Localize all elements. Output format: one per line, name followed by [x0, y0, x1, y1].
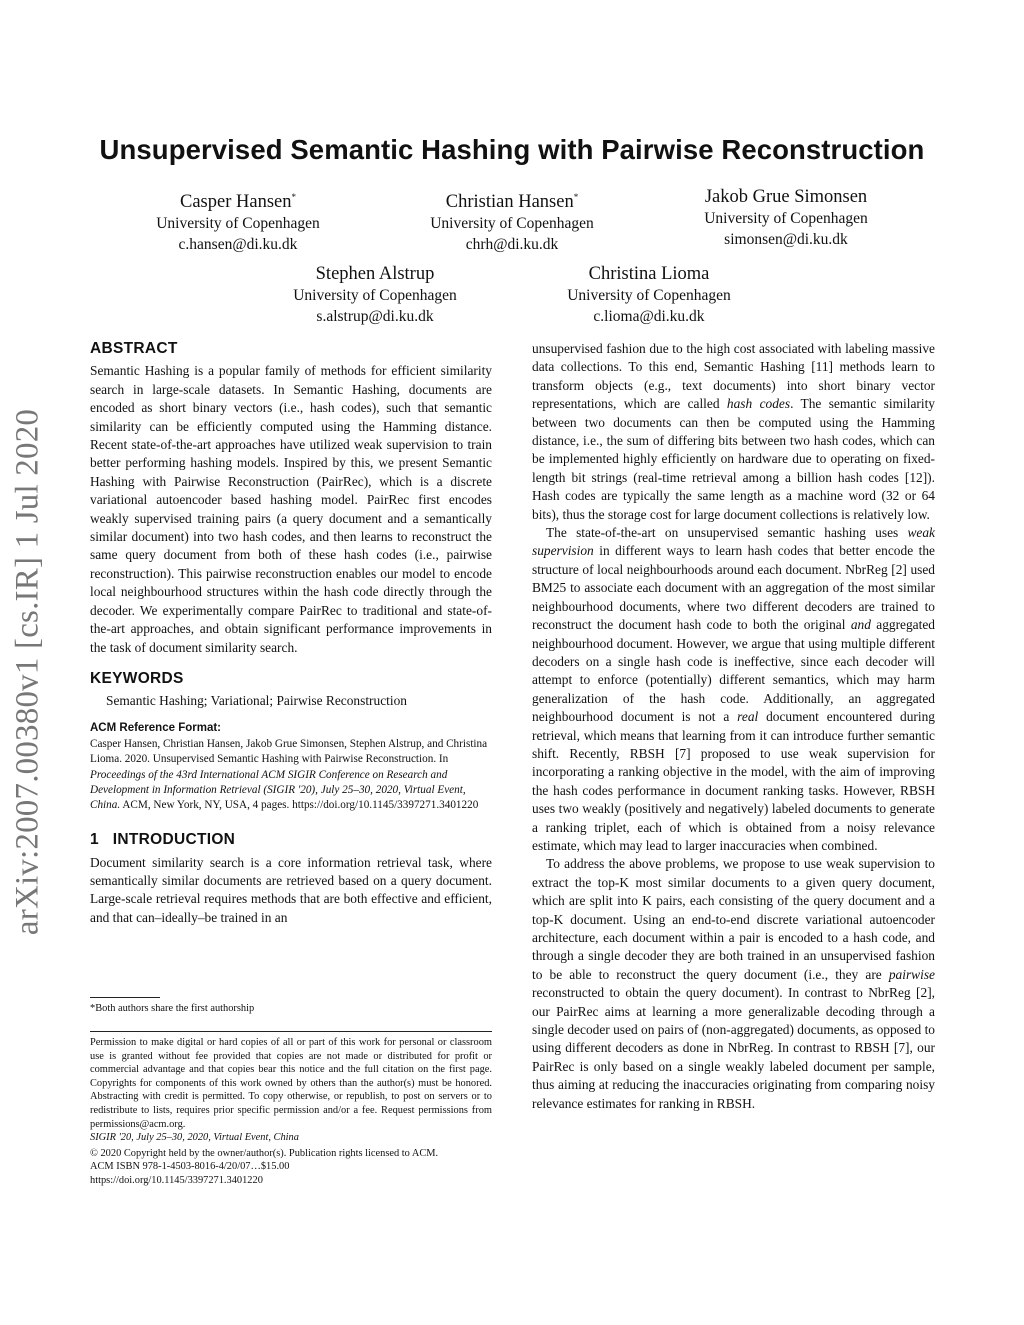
- conference-line: SIGIR '20, July 25–30, 2020, Virtual Event, China: [90, 1132, 299, 1144]
- acm-reference-text: Casper Hansen, Christian Hansen, Jakob Grue Simonsen, Stephen Alstrup, and Christina Lioma. 2020. Unsupervised Semantic Hashing with Pairwise Reconstruction. In Proceedings of the 43rd International ACM SIGIR Conference on Research and Development in Information Retrieval (SIGIR '20), July 25–30, 2020, Virtual Event, China. ACM, New York, NY, USA, 4 pages. https://doi.org/10.1145/3397271.3401220: [90, 738, 488, 811]
- author-email: c.lioma@di.ku.dk: [593, 307, 705, 325]
- keywords-text: Semantic Hashing; Variational; Pairwise Reconstruction: [106, 693, 407, 709]
- author-email: c.hansen@di.ku.dk: [178, 235, 298, 253]
- right-paragraph-3: To address the above problems, we propose to use weak supervision to extract the top-K most similar documents to a given query document, which are split into K pairs, each consisting of the query document and a top-K document. Using an end-to-end discrete variational autoencoder architecture, each document within a pair is encoded to a hash code, and through a single decoder they are both trained in an unsupervised fashion to be able to reconstruct the query document (i.e., they are pairwise reconstructed to obtain the query document). In contrast to NbrReg [2], our PairRec aims at learning a more generalizable decoding through a single decoder used on pairs of (non-aggregated) documents, as opposed to using different decoders as done in NbrReg. In contrast to RBSH [7], our PairRec is only based on a single weakly labeled document per sample, thus aiming at reducing the inaccuracies originating from comparing noisy relevance estimates for ranking in RBSH.: [532, 856, 935, 1111]
- right-paragraph-1: unsupervised fashion due to the high cost associated with labeling massive data collections. To this end, Semantic Hashing [11] methods learn to transform objects (e.g., text documents) into short binary vector representations, which are called hash codes. The semantic similarity between two documents can then be computed using the Hamming distance, i.e., the sum of differing bits between two hash codes, which can be implemented highly efficiently on hardware due to operating on fixed-length bit strings (real-time retrieval among a billion hash codes [12]). Hash codes are typically the same length as a machine word (32 or 64 bits), thus the storage cost for large document collections is relatively low.: [532, 341, 935, 522]
- acm-reference-label: ACM Reference Format:: [90, 721, 221, 734]
- footnote-rule: [90, 997, 160, 998]
- introduction-heading: 1 INTRODUCTION: [90, 831, 236, 849]
- keywords-heading: KEYWORDS: [90, 669, 184, 687]
- arxiv-sidebar-stamp: [0, 382, 56, 962]
- author-block-5: [529, 263, 769, 327]
- isbn-line: ACM ISBN 978-1-4503-8016-4/20/07…$15.00: [90, 1161, 290, 1173]
- author-name: Casper Hansen*: [180, 192, 296, 213]
- author-email: s.alstrup@di.ku.dk: [316, 307, 434, 325]
- author-email: simonsen@di.ku.dk: [724, 230, 848, 248]
- abstract-text: Semantic Hashing is a popular family of methods for efficient similarity search in large-scale datasets. In Semantic Hashing, documents are encoded as short binary vectors (i.e., hash codes), such that semantic similarity can be efficiently computed using the Hamming distance. Recent state-of-the-art approaches have utilized weak supervision to train better performing hashing models. Inspired by this, we present Semantic Hashing with Pairwise Reconstruction (PairRec), which is a discrete variational autoencoder based hashing model. PairRec first encodes weakly supervised training pairs (a query document and a semantically similar document) into two hash codes, and then learns to reconstruct the same query document from both of these hash codes (i.e., pairwise reconstruction). This pairwise reconstruction enables our model to encode local neighbourhood structures within the hash code directly through the decoder. We experimentally compare PairRec to traditional and state-of-the-art approaches, and obtain significant performance improvements in the task of document similarity search.: [90, 363, 492, 655]
- author-block-4: [255, 263, 495, 327]
- author-name: Jakob Grue Simonsen: [704, 187, 868, 207]
- author-affiliation: University of Copenhagen: [293, 287, 457, 304]
- introduction-paragraph: Document similarity search is a core information retrieval task, where semantically similar documents are retrieved based on a query document. Large-scale retrieval requires methods that are both effective and efficient, and that can–ideally–be trained in an: [90, 854, 492, 925]
- author-name: Stephen Alstrup: [315, 264, 435, 284]
- author-block-3: [666, 186, 906, 250]
- author-name: Christian Hansen*: [445, 192, 579, 213]
- left-column: [90, 340, 492, 927]
- author-affiliation: University of Copenhagen: [567, 287, 731, 304]
- paper-title: Unsupervised Semantic Hashing with Pairwise Reconstruction: [99, 134, 925, 165]
- abstract-heading: ABSTRACT: [90, 340, 178, 357]
- author-block-1: [118, 186, 358, 255]
- author-email: chrh@di.ku.dk: [465, 235, 559, 253]
- right-paragraph-2: The state-of-the-art on unsupervised semantic hashing uses weak supervision in different ways to learn hash codes that better encode the structure of local neighbourhoods around each document. NbrReg [2] used BM25 to associate each document with an aggregation of the most similar neighbourhood documents, where two different decoders are trained to reconstruct the document hash code to both the original and aggregated neighbourhood document. However, we argue that using multiple different decoders on a single hash code is ineffective, since each decoder will attempt to enforce (potentially) different semantics, which may harm generalization of the hash code. Additionally, an aggregated neighbourhood document is not a real document encountered during retrieval, which means that learning from it can introduce further semantic shift. Recently, RBSH [7] proposed to use weak supervision for incorporating a ranking objective in the model, with the aim of improving the hash codes performance in document ranking tasks. However, RBSH uses two weakly (positively and negatively) labeled documents to generate a ranking triplet, each of which is obtained from a noisy relevance estimate, which may lead to larger inaccuracies when combined.: [532, 525, 935, 853]
- permission-notice: Permission to make digital or hard copies of all or part of this work for personal or classroom use is granted without fee provided that copies are not made or distributed for profit or commercial advantage and that copies bear this notice and the full citation on the first page. Copyrights for components of this work owned by others than the author(s) must be honored. Abstracting with credit is permitted. To copy otherwise, or republish, to post on servers or to redistribute to lists, requires prior specific permission and/or a fee. Request permissions from permissions@acm.org.: [90, 1037, 492, 1130]
- permission-block: [90, 1036, 492, 1188]
- right-column: [532, 340, 935, 1113]
- acm-reference-venue: Proceedings of the 43rd International ACM SIGIR Conference on Research and Development in Information Retrieval (SIGIR '20), July 25–30, 2020, Virtual Event, China.: [90, 768, 466, 811]
- authorship-footnote: *Both authors share the first authorship: [90, 1003, 255, 1014]
- author-affiliation: University of Copenhagen: [430, 215, 594, 233]
- author-affiliation: University of Copenhagen: [704, 210, 868, 227]
- arxiv-identifier: arXiv:2007.00380v1 [cs.IR] 1 Jul 2020: [9, 408, 46, 936]
- author-affiliation: University of Copenhagen: [156, 215, 320, 233]
- author-block-2: [392, 186, 632, 255]
- permission-rule: [90, 1031, 492, 1032]
- copyright-line: © 2020 Copyright held by the owner/author(s). Publication rights licensed to ACM.: [90, 1147, 439, 1159]
- author-name: Christina Lioma: [588, 264, 710, 284]
- doi-line: https://doi.org/10.1145/3397271.3401220: [90, 1174, 263, 1186]
